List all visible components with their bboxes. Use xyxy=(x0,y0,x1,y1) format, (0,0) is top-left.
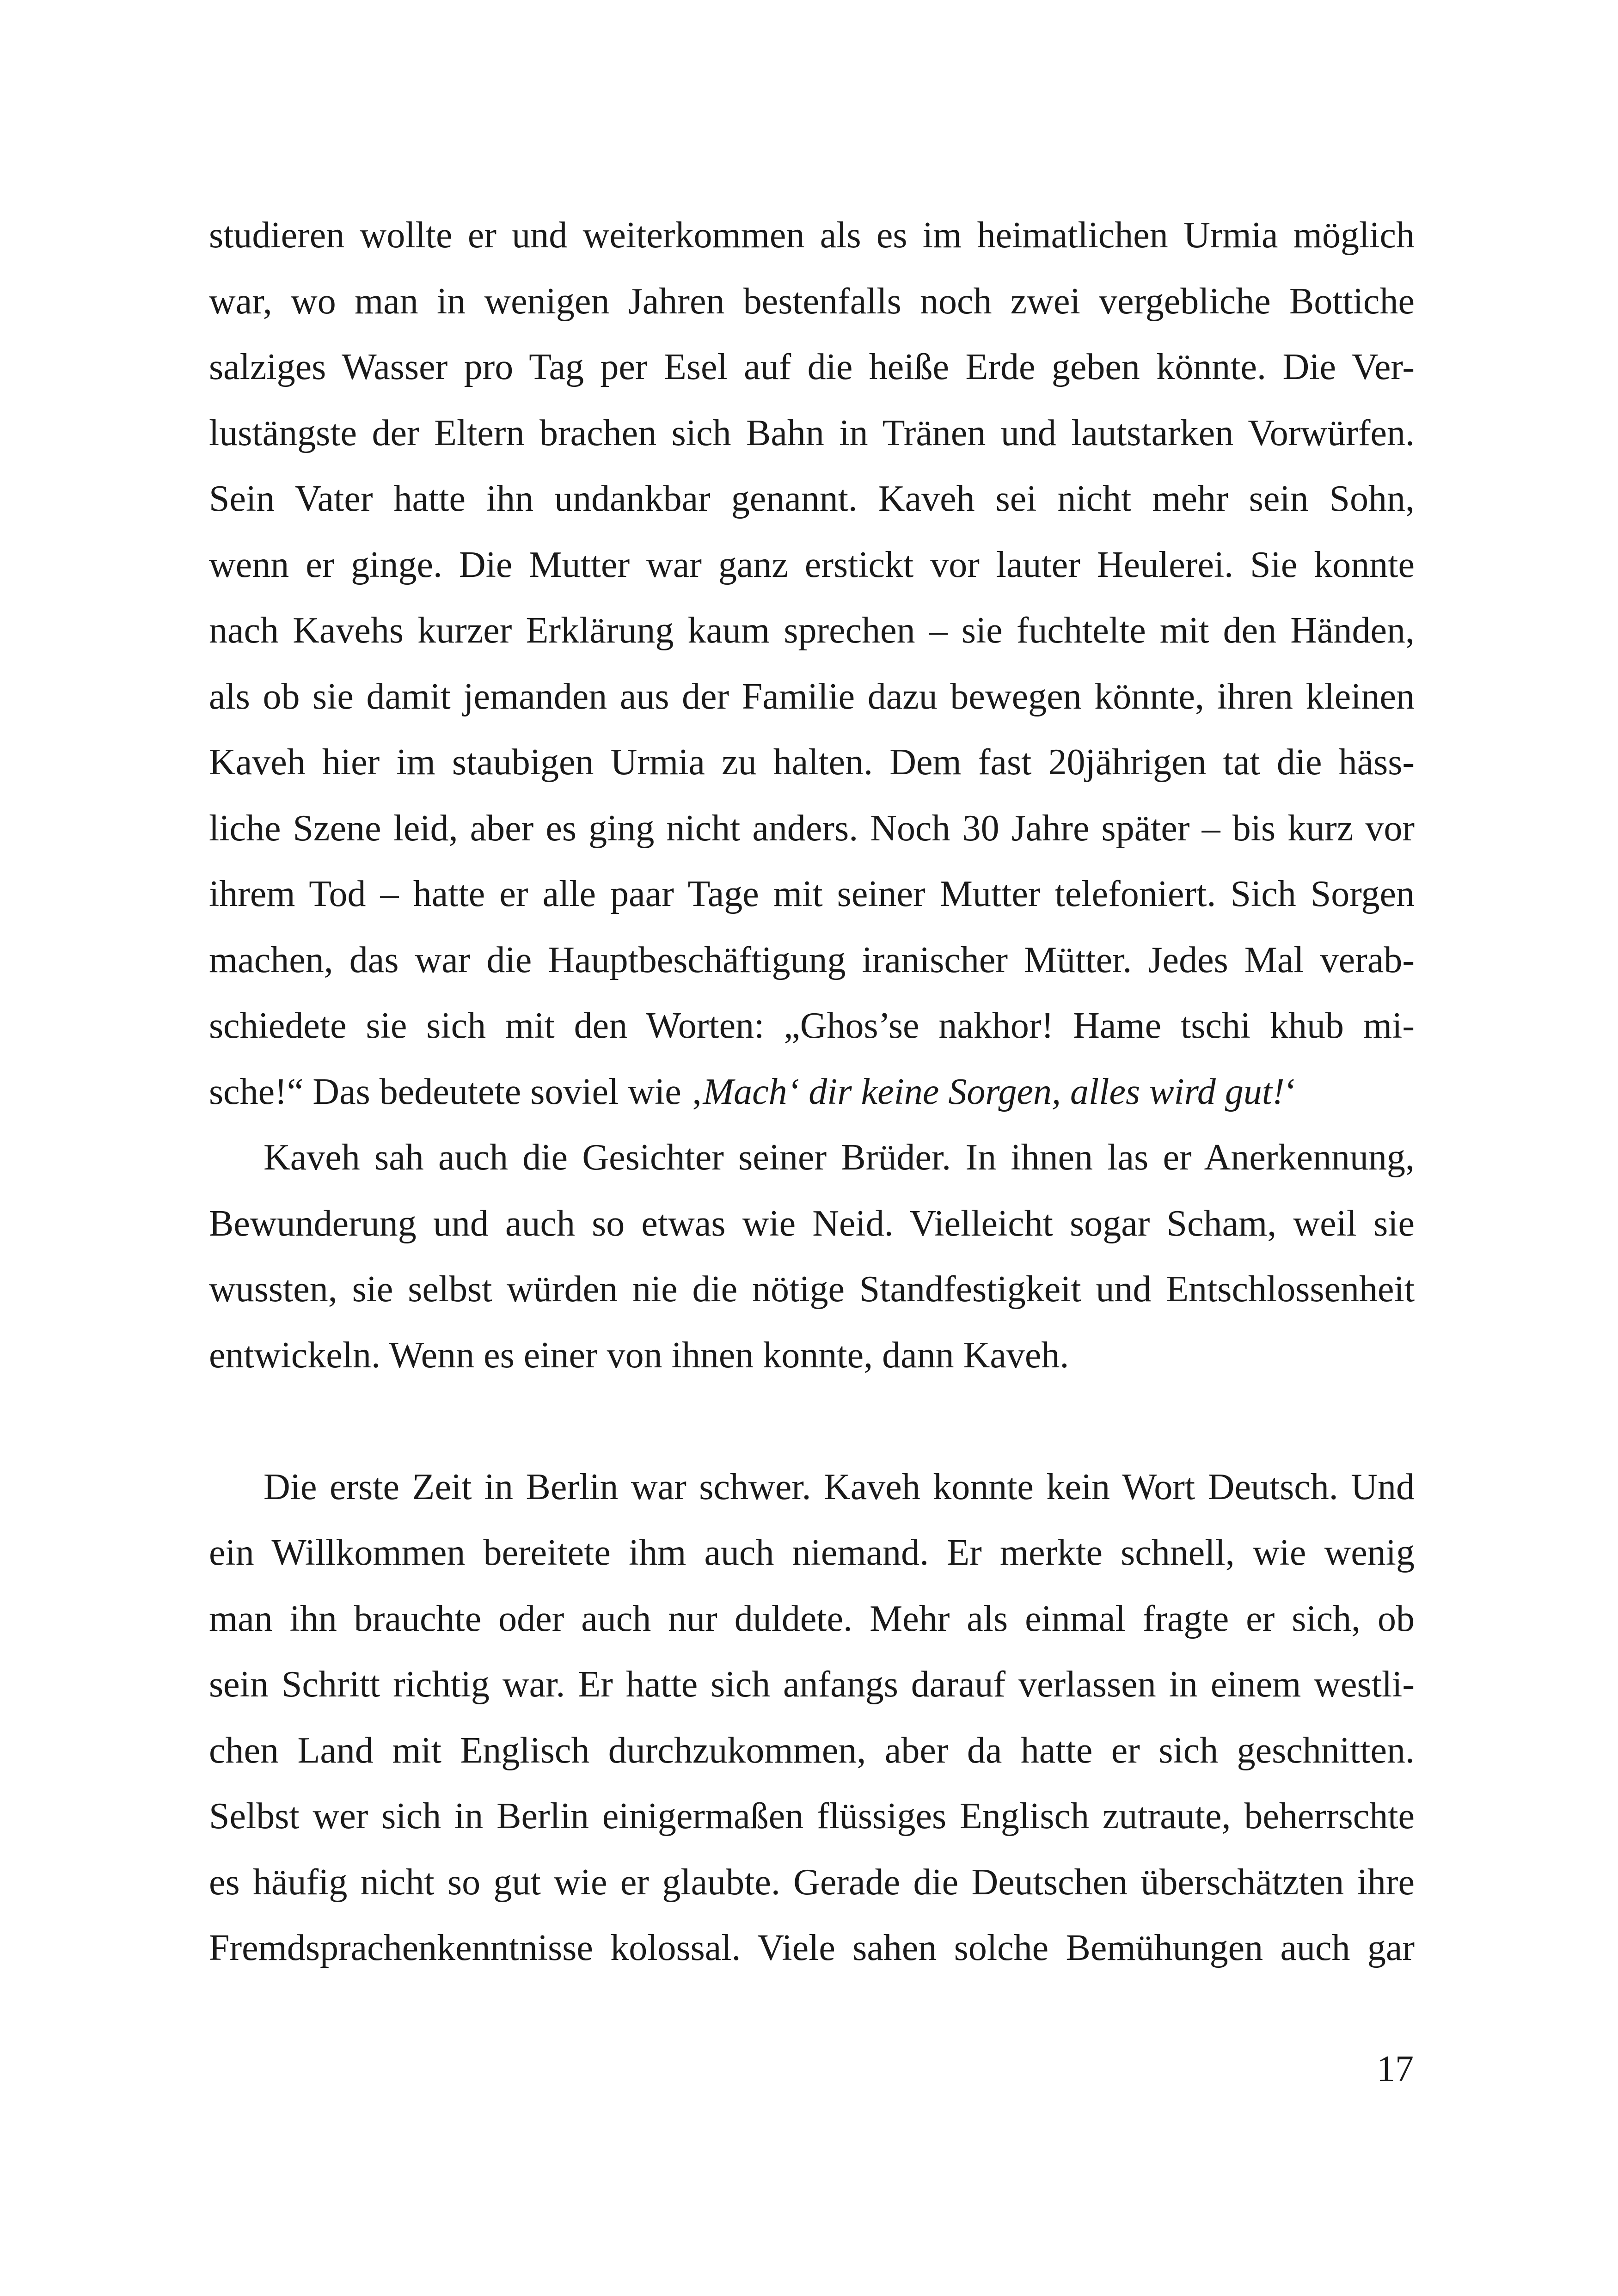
paragraph-3-line: Fremdsprachenkenntnisse kolossal. Viele sahen solche Bemühungen auch gar xyxy=(209,1928,1415,1968)
text-line: war, wo man in wenigen Jahren bestenfalls noch zwei vergebliche Bottiche xyxy=(209,281,1415,322)
text-line: liche Szene leid, aber es ging nicht anders. Noch 30 Jahre später – bis kurz vor xyxy=(209,808,1415,849)
text-line: Kaveh hier im staubigen Urmia zu halten. Dem fast 20jährigen tat die häss- xyxy=(209,742,1415,783)
paragraph-3-line: chen Land mit Englisch durchzukommen, aber da hatte er sich geschnitten. xyxy=(209,1730,1415,1771)
text-line-with-quote xyxy=(209,1059,1415,1125)
text-line: salziges Wasser pro Tag per Esel auf die heiße Erde geben könnte. Die Ver- xyxy=(209,347,1415,387)
text-line: machen, das war die Hauptbeschäftigung iranischer Mütter. Jedes Mal verab- xyxy=(209,939,1415,980)
text-line: als ob sie damit jemanden aus der Familie dazu bewegen könnte, ihren kleinen xyxy=(209,676,1415,717)
text-line: studieren wollte er und weiterkommen als es im heimatlichen Urmia möglich xyxy=(209,215,1415,256)
text-line: nach Kavehs kurzer Erklärung kaum sprechen – sie fuchtelte mit den Händen, xyxy=(209,610,1415,651)
paragraph-3-line: sein Schritt richtig war. Er hatte sich anfangs darauf verlassen in einem westli- xyxy=(209,1664,1415,1705)
paragraph-3-line: man ihn brauchte oder auch nur duldete. Mehr als einmal fragte er sich, ob xyxy=(209,1598,1415,1639)
paragraph-2-line: entwickeln. Wenn es einer von ihnen konnte, dann Kaveh. xyxy=(209,1335,1069,1376)
italic-translation: Mach‘ dir keine Sorgen, alles wird gut! xyxy=(703,1071,1285,1112)
paragraph-3-line: Die erste Zeit in Berlin war schwer. Kaveh konnte kein Wort Deutsch. Und xyxy=(264,1466,1415,1507)
page-number: 17 xyxy=(1377,2049,1414,2089)
text-line: schiedete sie sich mit den Worten: „Ghos’se nakhor! Hame tschi khub mi- xyxy=(209,1005,1415,1046)
section-break xyxy=(209,1388,1415,1454)
paragraph-2-line: Kaveh sah auch die Gesichter seiner Brüder. In ihnen las er Anerkennung, xyxy=(264,1137,1415,1178)
text-line: lustängste der Eltern brachen sich Bahn in Tränen und lautstarken Vorwürfen. xyxy=(209,412,1415,453)
paragraph-2-line: wussten, sie selbst würden nie die nötige Standfestigkeit und Entschlossenheit xyxy=(209,1269,1415,1310)
text-line: Sein Vater hatte ihn undankbar genannt. Kaveh sei nicht mehr sein Sohn, xyxy=(209,478,1415,519)
body-text xyxy=(209,202,1415,1981)
paragraph-3-line: ein Willkommen bereitete ihm auch niemand. Er merkte schnell, wie wenig xyxy=(209,1532,1415,1573)
paragraph-3-line: Selbst wer sich in Berlin einigermaßen flüssiges Englisch zutraute, beherrschte xyxy=(209,1796,1415,1837)
text-line: wenn er ginge. Die Mutter war ganz erstickt vor lauter Heulerei. Sie konnte xyxy=(209,544,1415,585)
paragraph-3-line: es häufig nicht so gut wie er glaubte. Gerade die Deutschen überschätzten ihre xyxy=(209,1861,1415,1903)
text-line: ihrem Tod – hatte er alle paar Tage mit seiner Mutter telefoniert. Sich Sorgen xyxy=(209,874,1415,914)
quote-lead-text: sche!“ Das bedeutete soviel wie ‚ xyxy=(209,1071,703,1112)
closing-quote: ‘ xyxy=(1284,1071,1297,1112)
paragraph-2-line: Bewunderung und auch so etwas wie Neid. Vielleicht sogar Scham, weil sie xyxy=(209,1203,1415,1244)
